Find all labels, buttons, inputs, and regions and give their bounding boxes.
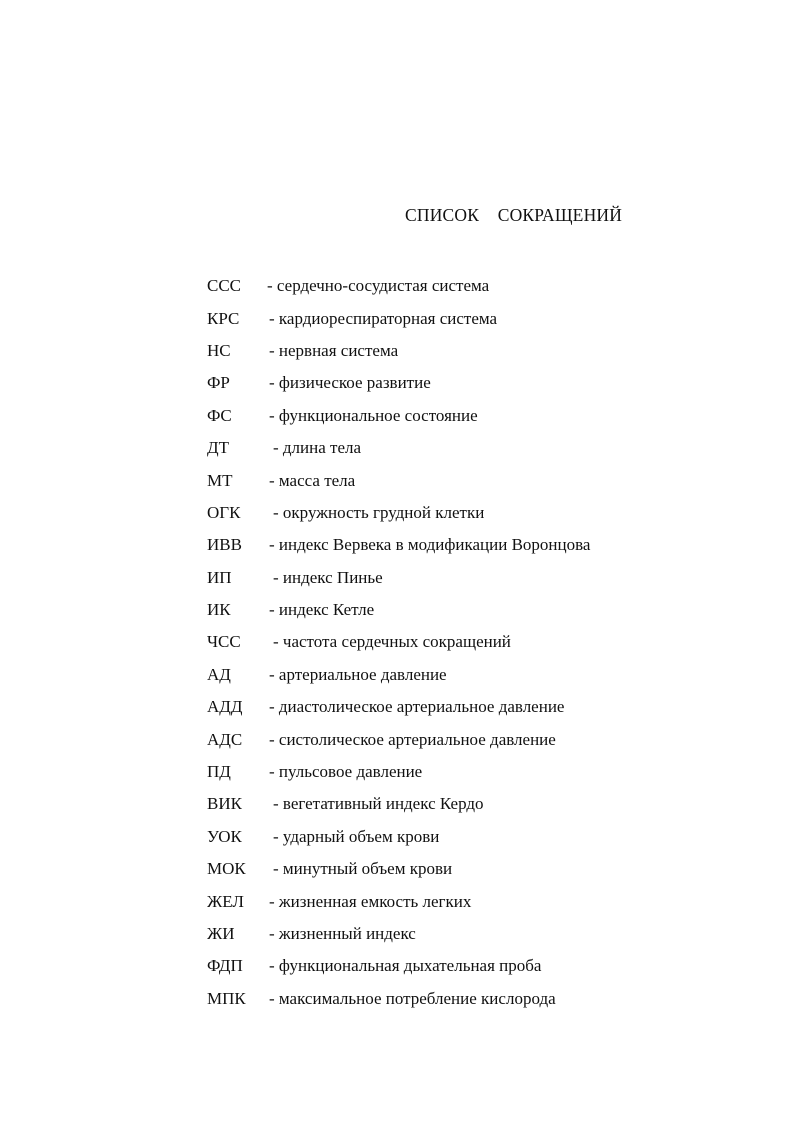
abbreviation-definition: - частота сердечных сокращений [273, 632, 511, 652]
list-item [207, 788, 767, 820]
abbreviation-definition: - физическое развитие [269, 373, 431, 393]
list-item [207, 529, 767, 561]
abbreviation: ПД [207, 762, 231, 782]
abbreviation-definition: - минутный объем крови [273, 859, 453, 879]
abbreviation-definition: - функциональная дыхательная проба [269, 956, 542, 976]
abbreviation: АД [207, 664, 231, 684]
abbreviation-definition: - индекс Кетле [269, 600, 375, 620]
abbreviation-definition: - вегетативный индекс Кердо [273, 794, 484, 814]
abbreviation: ОГК [207, 502, 241, 522]
page-title: СПИСОК СОКРАЩЕНИЙ [405, 205, 623, 225]
abbreviation: МОК [207, 859, 246, 879]
abbreviation: ЖЕЛ [207, 891, 244, 911]
abbreviation-definition: - артериальное давление [269, 664, 447, 684]
abbreviation-definition: - окружность грудной клетки [273, 502, 485, 522]
abbreviation-list [207, 270, 767, 1015]
list-item [207, 562, 767, 594]
abbreviation-definition: - максимальное потребление кислорода [269, 988, 556, 1008]
list-item [207, 983, 767, 1015]
abbreviation: ССС [207, 276, 242, 296]
list-item [207, 756, 767, 788]
abbreviation: ФДП [207, 956, 243, 976]
abbreviation: ДТ [207, 438, 229, 458]
abbreviation-definition: - ударный объем крови [273, 826, 440, 846]
abbreviation-definition: - длина тела [273, 438, 362, 458]
abbreviation: МТ [207, 470, 233, 490]
list-item [207, 885, 767, 917]
abbreviation-definition: - индекс Вервека в модификации Воронцова [269, 535, 591, 555]
abbreviation: ВИК [207, 794, 242, 814]
abbreviation-definition: - кардиореспираторная система [269, 308, 498, 328]
abbreviation-definition: - систолическое артериальное давление [269, 729, 556, 749]
abbreviation: КРС [207, 308, 240, 328]
list-item [207, 950, 767, 982]
list-item [207, 367, 767, 399]
list-item [207, 400, 767, 432]
abbreviation: АДС [207, 729, 243, 749]
abbreviation-definition: - индекс Пинье [273, 567, 383, 587]
abbreviation: ЧСС [207, 632, 241, 652]
list-item [207, 723, 767, 755]
list-item [207, 432, 767, 464]
abbreviation-definition: - жизненная емкость легких [269, 891, 472, 911]
abbreviation-definition: - нервная система [269, 340, 399, 360]
list-item [207, 853, 767, 885]
list-item [207, 821, 767, 853]
abbreviation-definition: - диастолическое артериальное давление [269, 697, 565, 717]
abbreviation: ИВВ [207, 535, 242, 555]
abbreviation: ИП [207, 567, 232, 587]
abbreviation: ЖИ [207, 924, 235, 943]
abbreviation-definition: - масса тела [269, 470, 356, 490]
abbreviation: ФР [207, 373, 230, 393]
abbreviation-definition: - пульсовое давление [269, 762, 423, 782]
abbreviation: НС [207, 340, 231, 360]
list-item [207, 918, 767, 950]
abbreviation-definition: - сердечно-сосудистая система [267, 276, 490, 296]
list-item [207, 270, 767, 302]
abbreviation: АДД [207, 697, 243, 717]
list-item [207, 335, 767, 367]
abbreviation-definition: - функциональное состояние [269, 405, 478, 425]
list-item [207, 659, 767, 691]
abbreviation: ФС [207, 405, 232, 425]
abbreviation: МПК [207, 988, 246, 1008]
list-item [207, 497, 767, 529]
list-item [207, 691, 767, 723]
abbreviation-definition: - жизненный индекс [269, 924, 416, 943]
list-item [207, 594, 767, 626]
list-item [207, 626, 767, 658]
list-item [207, 464, 767, 496]
list-item [207, 302, 767, 334]
abbreviation: ИК [207, 600, 231, 620]
abbreviation: УОК [207, 826, 242, 846]
